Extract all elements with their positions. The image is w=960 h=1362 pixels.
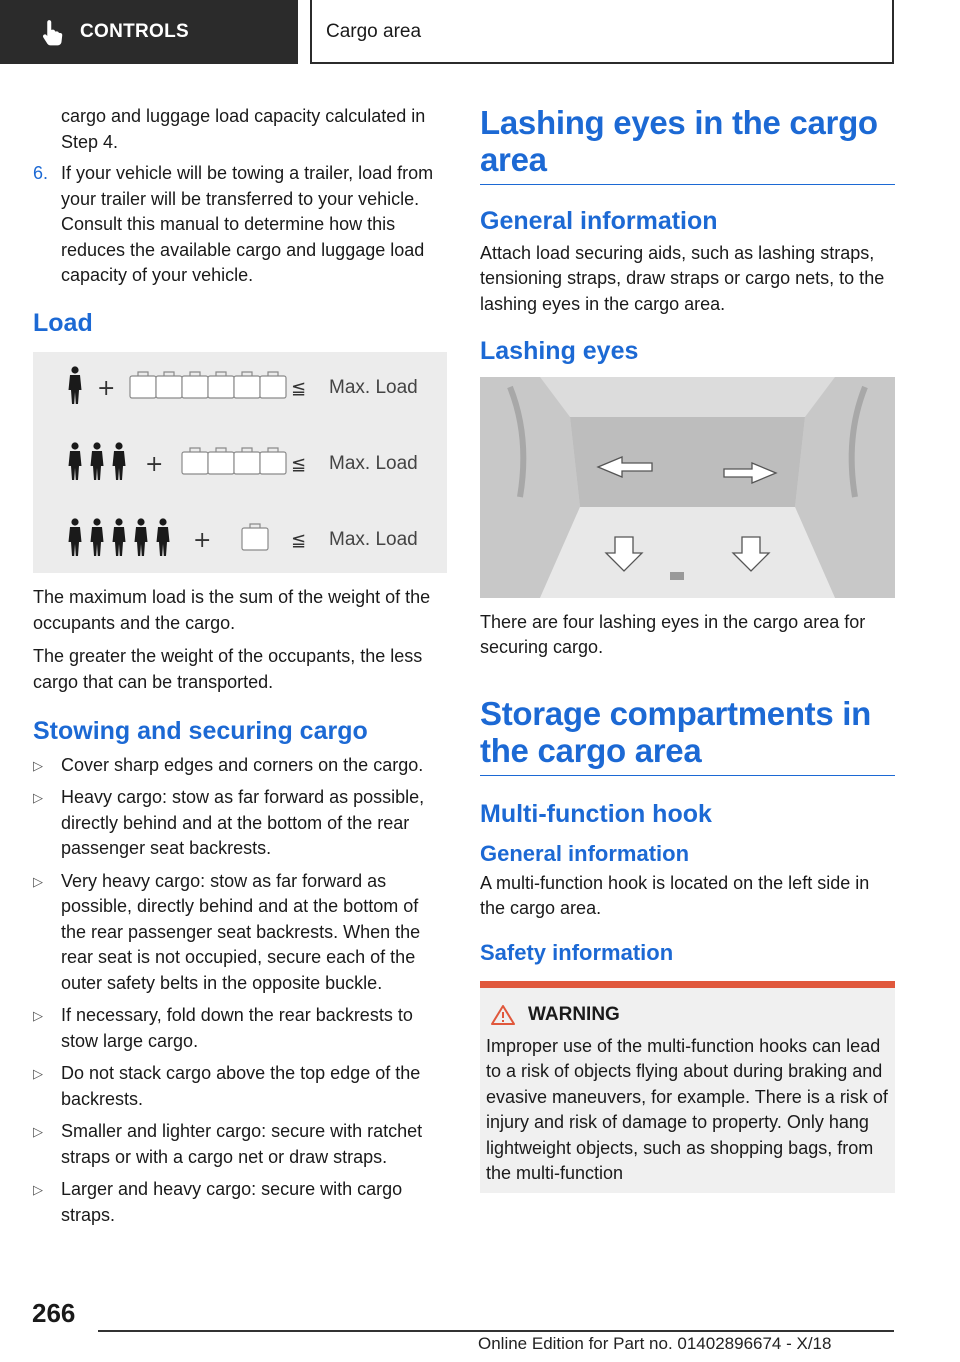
list-item: ▷ Smaller and lighter cargo: secure with ratchet straps or with a cargo net or draw straps. bbox=[33, 1119, 447, 1170]
triangle-right-icon: ▷ bbox=[33, 1124, 43, 1139]
leq-sign: ≦ bbox=[291, 454, 307, 475]
page-number: 266 bbox=[32, 1298, 76, 1328]
list-item: ▷ Heavy cargo: stow as far forward as possible, directly behind and at the bottom of the rear passenger seat backrests. bbox=[33, 785, 447, 862]
section-label: CONTROLS bbox=[80, 21, 190, 42]
right-column bbox=[480, 104, 895, 1193]
plus-sign: + bbox=[145, 452, 164, 477]
warning-text: Improper use of the multi-function hooks can lead to a risk of objects flying about during braking and evasive maneuvers, for example. There is a risk of injury and risk of damage to property. Only hang lightweight objects, such as shopping bags, from the multi-function bbox=[486, 1035, 888, 1183]
footer-divider bbox=[98, 1330, 894, 1332]
hook-general-text: A multi-function hook is located on the left side in the cargo area. bbox=[480, 872, 870, 918]
max-load-label: Max. Load bbox=[329, 529, 418, 550]
step-continuation: cargo and luggage load capacity calculated in Step 4. bbox=[61, 106, 426, 152]
plus-sign: + bbox=[97, 376, 116, 401]
leq-sign: ≦ bbox=[291, 378, 307, 399]
general-info-text: Attach load securing aids, such as lashing straps, tensioning straps, draw straps or cargo nets, to the lashing eyes in the cargo area. bbox=[480, 242, 885, 314]
load-paragraph-1: The maximum load is the sum of the weight of the occupants and the cargo. bbox=[33, 587, 431, 633]
load-figure bbox=[33, 352, 447, 573]
hand-pointer-icon bbox=[38, 17, 68, 47]
max-load-label: Max. Load bbox=[329, 453, 418, 474]
lashing-eyes-text: There are four lashing eyes in the cargo area for securing cargo. bbox=[480, 611, 866, 657]
page-header-title: Cargo area bbox=[310, 0, 894, 64]
left-column bbox=[33, 104, 447, 1235]
triangle-right-icon: ▷ bbox=[33, 1066, 43, 1081]
list-item: ▷ Very heavy cargo: stow as far forward as possible, directly behind and at the bottom of the rear passenger seat backrests. When the rear seat is not occupied, secure each of the outer safety belts in the opposite buckle. bbox=[33, 869, 447, 997]
triangle-right-icon: ▷ bbox=[33, 1182, 43, 1197]
hook-heading: Multi-function hook bbox=[480, 799, 712, 828]
edition-text: Online Edition for Part no. 01402896674 - X/18 bbox=[478, 1334, 832, 1353]
warning-box bbox=[480, 981, 895, 1193]
general-info-heading: General information bbox=[480, 207, 718, 235]
triangle-right-icon: ▷ bbox=[33, 790, 43, 805]
hook-general-heading: General information bbox=[480, 841, 690, 866]
stowing-heading: Stowing and securing cargo bbox=[33, 717, 368, 745]
load-heading: Load bbox=[33, 308, 93, 337]
item-text: If your vehicle will be towing a trailer, load from your trailer will be transferred to your vehicle. Consult this manual to determine how this reduces the available cargo and luggage load capacity of your vehicle. bbox=[61, 163, 434, 285]
list-item: ▷ If necessary, fold down the rear backrests to stow large cargo. bbox=[33, 1003, 447, 1054]
safety-heading: Safety information bbox=[480, 939, 674, 965]
max-load-label: Max. Load bbox=[329, 377, 418, 398]
numbered-item-6 bbox=[33, 161, 447, 289]
item-number: 6. bbox=[33, 163, 49, 183]
lashing-eyes-title: Lashing eyes in the cargo area bbox=[480, 104, 895, 185]
cargo-illustration bbox=[480, 377, 895, 598]
list-item: ▷ Do not stack cargo above the top edge of the backrests. bbox=[33, 1061, 447, 1112]
storage-title: Storage compartments in the cargo area bbox=[480, 695, 895, 776]
section-tab[interactable] bbox=[0, 0, 298, 64]
plus-sign: + bbox=[193, 528, 212, 553]
warning-header bbox=[486, 1002, 889, 1028]
stowing-list bbox=[33, 753, 447, 1229]
leq-sign: ≦ bbox=[291, 530, 307, 551]
warning-label: WARNING bbox=[528, 1004, 620, 1025]
triangle-right-icon: ▷ bbox=[33, 1008, 43, 1023]
list-item: ▷ Larger and heavy cargo: secure with cargo straps. bbox=[33, 1177, 447, 1228]
triangle-right-icon: ▷ bbox=[33, 757, 43, 773]
load-diagram bbox=[33, 352, 447, 573]
triangle-right-icon: ▷ bbox=[33, 873, 43, 889]
list-item: ▷ Cover sharp edges and corners on the cargo. bbox=[33, 753, 447, 779]
load-paragraph-2: The greater the weight of the occupants, the less cargo that can be transported. bbox=[33, 646, 423, 692]
warning-triangle-icon bbox=[490, 1004, 516, 1026]
cargo-area-photo bbox=[480, 377, 895, 598]
lashing-eyes-heading: Lashing eyes bbox=[480, 337, 639, 365]
